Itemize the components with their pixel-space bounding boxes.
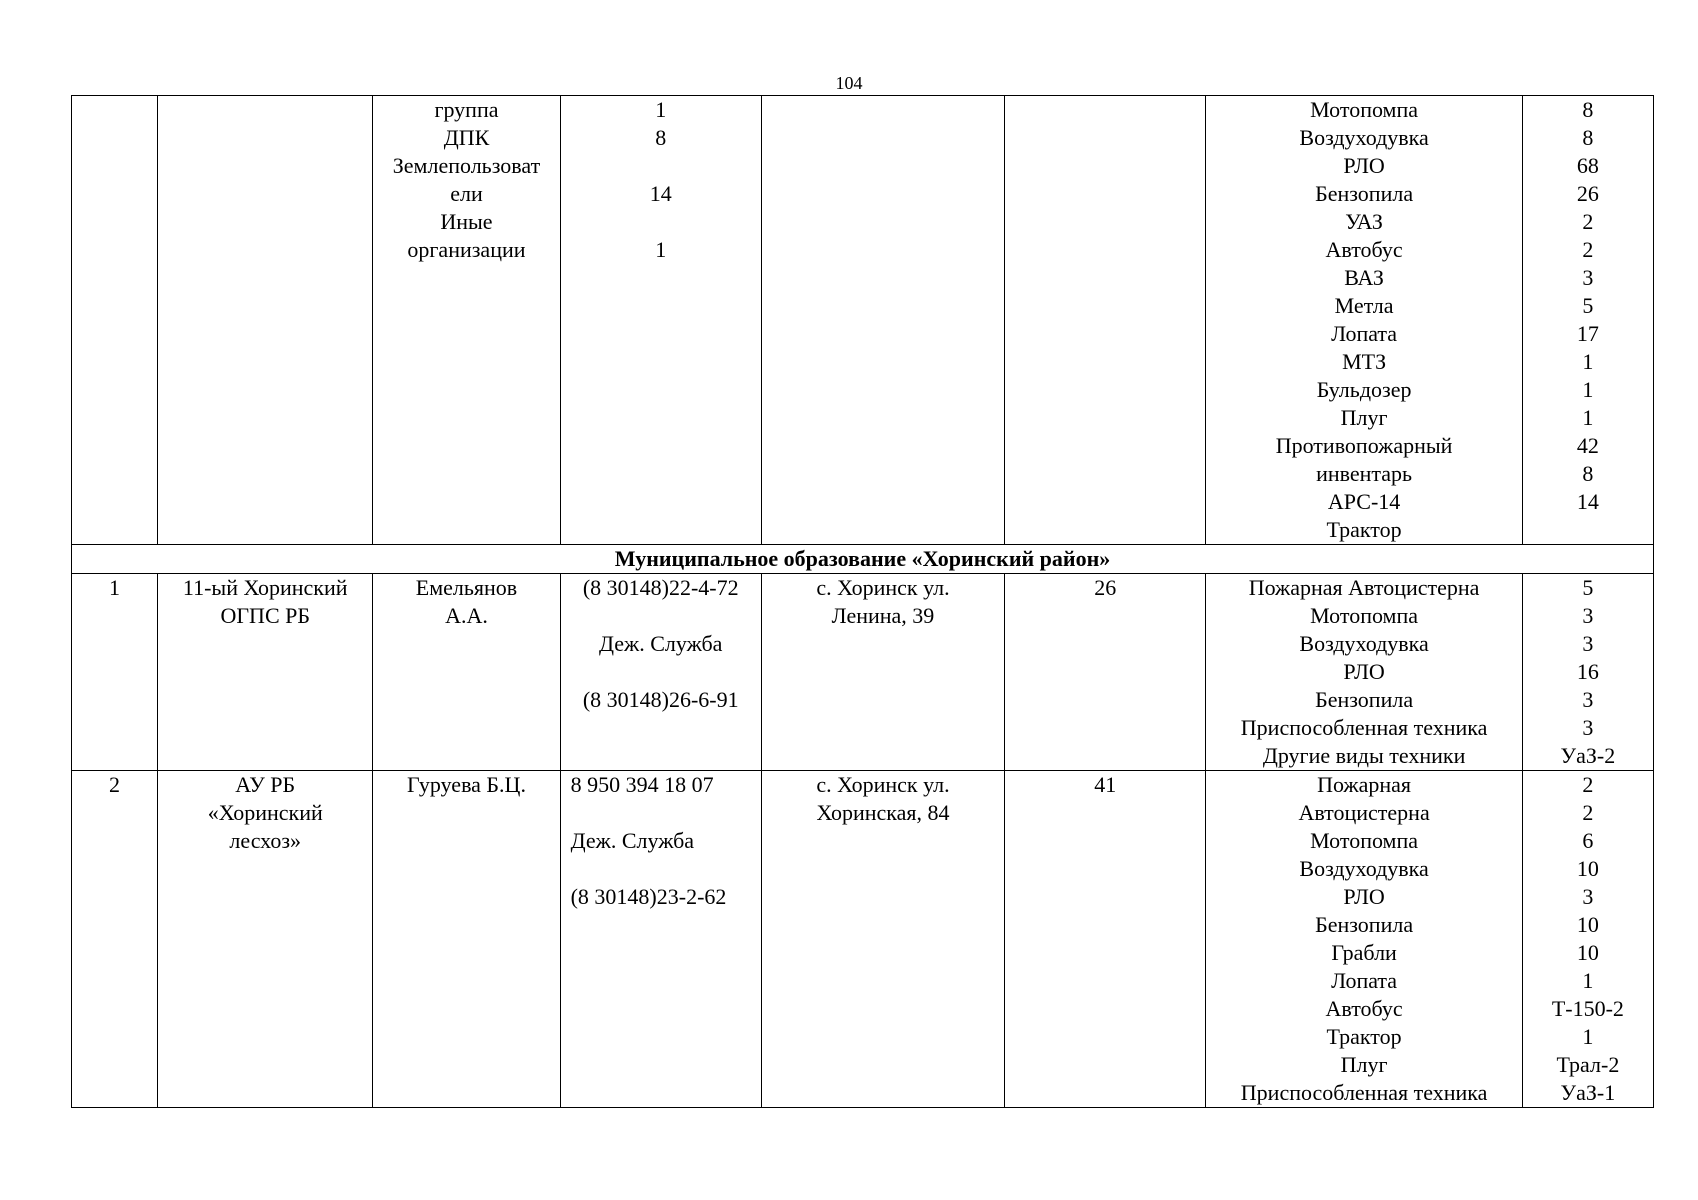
cell-line: 8 <box>1582 125 1594 150</box>
cell-line: 8 <box>1582 97 1594 122</box>
cell-line: Плуг <box>1340 1052 1388 1077</box>
cell-counts <box>560 96 761 545</box>
cell-quantities <box>1522 771 1653 1108</box>
table-row <box>72 771 1654 1108</box>
cell-head <box>373 771 560 1108</box>
cell-line <box>561 799 761 827</box>
cell-address <box>761 771 1004 1108</box>
cell-line: 26 <box>1576 181 1599 206</box>
cell-line: Трактор <box>1326 517 1402 542</box>
cell-line: 3 <box>1582 603 1594 628</box>
cell-types <box>373 96 560 545</box>
cell-quantities <box>1522 574 1653 771</box>
cell-line: 42 <box>1576 433 1599 458</box>
cell-line: ДПК <box>443 125 490 150</box>
cell-line: 1 <box>655 237 667 262</box>
cell-line: Другие виды техники <box>1262 743 1466 768</box>
cell-line <box>561 208 761 236</box>
cell-line: Мотопомпа <box>1310 97 1419 122</box>
cell-line: 8 <box>1582 461 1594 486</box>
cell-line: 1 <box>1582 1024 1594 1049</box>
cell-line: РЛО <box>1343 884 1385 909</box>
cell-line: УАЗ <box>1345 209 1383 234</box>
cell-line: 1 <box>1582 377 1594 402</box>
cell-line: Деж. Служба <box>598 631 723 656</box>
cell-line: Лопата <box>1331 321 1398 346</box>
cell-line: Мотопомпа <box>1310 603 1419 628</box>
cell-line: Т-150-2 <box>1551 996 1624 1021</box>
cell-line: Гуруева Б.Ц. <box>407 772 526 797</box>
cell-address <box>761 574 1004 771</box>
cell-line: Приспособленная техника <box>1240 715 1488 740</box>
cell-org <box>158 771 373 1108</box>
cell-line <box>561 152 761 180</box>
cell-line: РЛО <box>1343 659 1385 684</box>
cell-phones <box>560 771 761 1108</box>
cell-line: группа <box>434 97 499 122</box>
cell-line: МТЗ <box>1342 349 1387 374</box>
cell-line: 2 <box>1582 800 1594 825</box>
cell-line: Воздуходувка <box>1299 125 1429 150</box>
cell-line: «Хоринский <box>207 800 323 825</box>
cell-line: Пожарная Автоцистерна <box>1248 575 1480 600</box>
cell-line: Воздуходувка <box>1299 856 1429 881</box>
cell-line: Метла <box>1334 293 1394 318</box>
cell-line: Землепользоват <box>392 153 541 178</box>
cell-line: 10 <box>1576 912 1599 937</box>
cell-org <box>158 574 373 771</box>
cell-line: Воздуходувка <box>1299 631 1429 656</box>
table-row-continued <box>72 96 1654 545</box>
cell-line: 10 <box>1576 856 1599 881</box>
resources-table <box>71 95 1654 1108</box>
cell-quantities <box>1522 96 1653 545</box>
cell-line: Автоцистерна <box>1298 800 1430 825</box>
cell-line: 2 <box>1582 209 1594 234</box>
cell-line: Автобус <box>1325 996 1403 1021</box>
cell-head <box>373 574 560 771</box>
cell-line <box>561 658 761 686</box>
cell-line: Емельянов <box>415 575 518 600</box>
cell-line: 8 <box>655 125 667 150</box>
cell-line: УаЗ-1 <box>1560 1080 1616 1105</box>
cell-line: Иные <box>440 209 493 234</box>
cell-line: 3 <box>1582 631 1594 656</box>
cell-equipment <box>1206 771 1522 1108</box>
cell-line: 3 <box>1582 265 1594 290</box>
cell-line: ВАЗ <box>1344 265 1384 290</box>
cell-line: Бульдозер <box>1316 377 1412 402</box>
cell-line: УаЗ-2 <box>1560 743 1616 768</box>
cell-line: Хоринская, 84 <box>816 800 950 825</box>
cell-line: 10 <box>1576 940 1599 965</box>
cell-line: 3 <box>1582 715 1594 740</box>
cell-line <box>561 855 761 883</box>
cell-staff <box>1005 96 1206 545</box>
cell-line: Деж. Служба <box>570 828 695 853</box>
section-title: Муниципальное образование «Хоринский район» <box>72 545 1654 574</box>
cell-num: 2 <box>72 771 158 1108</box>
cell-line: РЛО <box>1343 153 1385 178</box>
cell-line: Лопата <box>1331 968 1398 993</box>
cell-line: Приспособленная техника <box>1240 1080 1488 1105</box>
cell-line: ОГПС РБ <box>220 603 310 628</box>
cell-line: 5 <box>1582 575 1594 600</box>
cell-line: 6 <box>1582 828 1594 853</box>
cell-num <box>72 96 158 545</box>
cell-line: АРС-14 <box>1327 489 1401 514</box>
cell-line: 11-ый Хоринский <box>182 575 348 600</box>
cell-line: 1 <box>655 97 667 122</box>
cell-line: 5 <box>1582 293 1594 318</box>
cell-line: (8 30148)26-6-91 <box>582 687 739 712</box>
cell-line: Автобус <box>1325 237 1403 262</box>
cell-line: с. Хоринск ул. <box>816 772 950 797</box>
cell-line: Грабли <box>1331 940 1397 965</box>
cell-line: 2 <box>1582 237 1594 262</box>
cell-line: ели <box>450 181 483 206</box>
cell-line: 1 <box>1582 405 1594 430</box>
cell-phones <box>560 574 761 771</box>
cell-line: Пожарная <box>1317 772 1412 797</box>
cell-staff: 26 <box>1005 574 1206 771</box>
cell-line: (8 30148)22-4-72 <box>582 575 739 600</box>
cell-org <box>158 96 373 545</box>
cell-line: Мотопомпа <box>1310 828 1419 853</box>
cell-address <box>761 96 1004 545</box>
section-row <box>72 545 1654 574</box>
cell-line: Трал-2 <box>1556 1052 1620 1077</box>
cell-line: 3 <box>1582 687 1594 712</box>
cell-line: Трактор <box>1326 1024 1402 1049</box>
page-number: 104 <box>835 73 863 93</box>
cell-line: 68 <box>1576 153 1599 178</box>
cell-line: 16 <box>1576 659 1599 684</box>
cell-line: 3 <box>1582 884 1594 909</box>
cell-line: лесхоз» <box>229 828 302 853</box>
cell-line: Бензопила <box>1315 181 1414 206</box>
cell-line: 14 <box>649 181 672 206</box>
cell-line: 2 <box>1582 772 1594 797</box>
cell-line: Плуг <box>1340 405 1388 430</box>
table-row <box>72 574 1654 771</box>
cell-line: (8 30148)23-2-62 <box>570 884 727 909</box>
cell-line: АУ РБ <box>235 772 296 797</box>
cell-num: 1 <box>72 574 158 771</box>
cell-line: 14 <box>1576 489 1599 514</box>
cell-line: с. Хоринск ул. <box>816 575 950 600</box>
cell-line: 1 <box>1582 349 1594 374</box>
cell-line: 8 950 394 18 07 <box>570 772 714 797</box>
cell-line: Бензопила <box>1315 912 1414 937</box>
cell-equipment <box>1206 574 1522 771</box>
cell-line <box>1523 516 1653 544</box>
cell-line: Ленина, 39 <box>831 603 935 628</box>
cell-line: Противопожарный <box>1275 433 1453 458</box>
cell-line: А.А. <box>445 603 488 628</box>
cell-equipment <box>1206 96 1522 545</box>
cell-staff: 41 <box>1005 771 1206 1108</box>
cell-line: Бензопила <box>1315 687 1414 712</box>
cell-line: 17 <box>1576 321 1599 346</box>
cell-line: 1 <box>1582 968 1594 993</box>
cell-line <box>561 602 761 630</box>
cell-line: инвентарь <box>1316 461 1413 486</box>
cell-line: организации <box>407 237 526 262</box>
